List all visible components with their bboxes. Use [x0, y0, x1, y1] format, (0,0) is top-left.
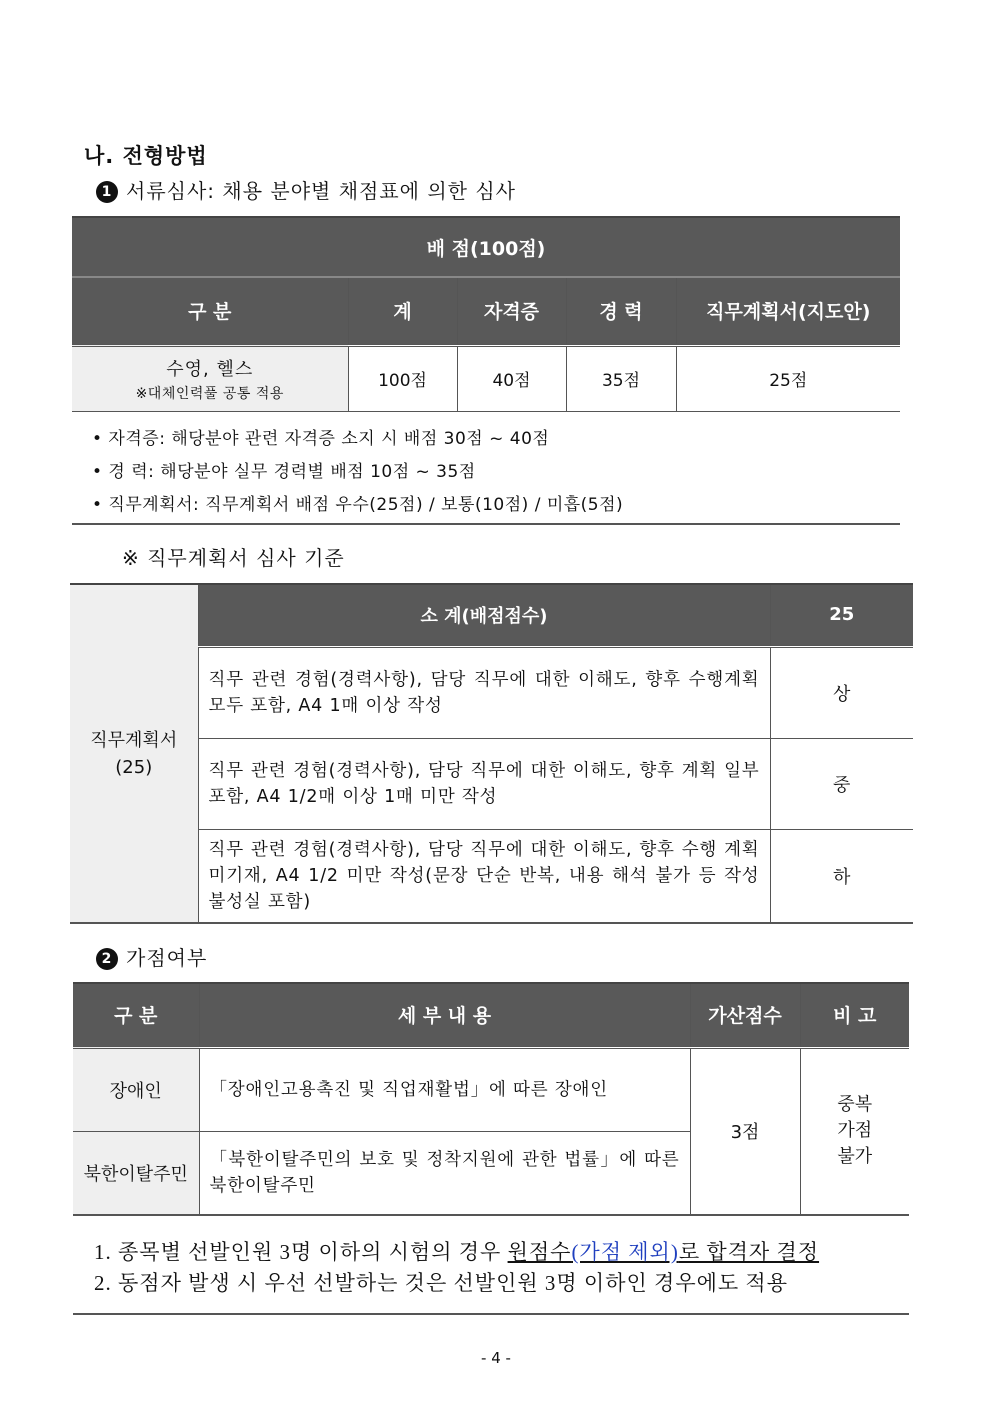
col-certificate: 자격증: [457, 277, 566, 345]
bonus-col-category: 구 분: [73, 983, 199, 1047]
step2-text: 가점여부: [126, 946, 208, 970]
plan-criteria-desc-mid: 직무 관련 경험(경력사항), 담당 직무에 대한 이해도, 향후 계획 일부 포함, A4 1/2매 이상 1매 미만 작성: [208, 760, 760, 807]
row-career: 35점: [566, 345, 676, 411]
plan-criteria-desc-low: 직무 관련 경험(경력사항), 담당 직무에 대한 이해도, 향후 수행 계획 미기재, A4 1/2 미만 작성(문장 단순 반복, 내용 해석 불가 등 작성 불성실 포함): [208, 839, 760, 912]
plan-criteria-table: [70, 583, 913, 924]
bonus-col-remark: 비 고: [800, 983, 909, 1047]
final-note-1-prefix: 1. 종목별 선발인원 3명 이하의 시험의 경우: [94, 1240, 508, 1264]
step2-heading: [96, 942, 207, 971]
plan-side-score: (25): [115, 756, 153, 778]
bonus-remark-line3: 불가: [837, 1146, 873, 1168]
bonus-points: 3점: [690, 1047, 800, 1215]
row-certificate: 40점: [457, 345, 566, 411]
bonus-row-disabled-desc: 「장애인고용촉진 및 직업재활법」에 따른 장애인: [199, 1047, 690, 1131]
bonus-col-points: 가산점수: [690, 983, 800, 1047]
plan-side-cell: [70, 584, 198, 923]
bonus-table: [73, 982, 909, 1216]
bonus-row-defector-desc: 「북한이탈주민의 보호 및 정착지원에 관한 법률」에 따른 북한이탈주민: [199, 1131, 690, 1215]
row-job-plan: 25점: [676, 345, 900, 411]
step1-heading: [96, 175, 516, 204]
bonus-row-defector-label: 북한이탈주민: [73, 1131, 199, 1215]
divider: [72, 523, 900, 525]
bottom-divider: [73, 1313, 909, 1315]
final-note-1: [94, 1236, 819, 1266]
bonus-remark: [800, 1047, 909, 1215]
criteria-title: ※ 직무계획서 심사 기준: [122, 546, 345, 570]
row-total: 100점: [348, 345, 457, 411]
step1-text: 서류심사: 채용 분야별 채점표에 의한 심사: [126, 179, 516, 203]
score-table-header: 배 점(100점): [72, 217, 900, 277]
step1-number-icon: 1: [96, 181, 118, 203]
page-number: - 4 -: [481, 1349, 511, 1367]
plan-grade-high: 상: [770, 646, 913, 738]
bonus-remark-line2: 가점: [837, 1120, 873, 1142]
note-career: • 경 력: 해당분야 실무 경력별 배점 10점 ~ 35점: [92, 462, 476, 482]
final-note-1-bonus-excluded: (가점 제외): [571, 1240, 679, 1264]
final-note-2: 2. 동점자 발생 시 우선 선발하는 것은 선발인원 3명 이하인 경우에도 적용: [94, 1271, 789, 1295]
note-certificate: • 자격증: 해당분야 관련 자격증 소지 시 배점 30점 ~ 40점: [92, 429, 550, 449]
bonus-remark-line1: 중복: [837, 1094, 873, 1116]
plan-criteria-desc-high: 직무 관련 경험(경력사항), 담당 직무에 대한 이해도, 향후 수행계획 모두 포함, A4 1매 이상 작성: [208, 669, 760, 716]
col-career: 경 력: [566, 277, 676, 345]
score-table: [72, 216, 900, 412]
plan-subtotal-label: 소 계(배점점수): [198, 584, 770, 646]
col-job-plan: 직무계획서(지도안): [676, 277, 900, 345]
final-note-1-decision: 로 합격자 결정: [678, 1240, 820, 1264]
row-category-note: ※대체인력풀 공통 적용: [135, 385, 284, 402]
row-category-label: 수영, 헬스: [166, 358, 254, 380]
note-job-plan: • 직무계획서: 직무계획서 배점 우수(25점) / 보통(10점) / 미흡(5점): [92, 495, 624, 515]
col-total: 계: [348, 277, 457, 345]
final-note-1-raw-score: 원점수: [507, 1240, 572, 1264]
row-category-cell: [72, 345, 348, 411]
col-category: 구 분: [72, 277, 348, 345]
bonus-col-details: 세 부 내 용: [199, 983, 690, 1047]
final-note-1-underlined: [508, 1240, 819, 1264]
plan-side-label: 직무계획서: [90, 729, 178, 751]
bonus-row-disabled-label: 장애인: [73, 1047, 199, 1131]
plan-subtotal-value: 25: [770, 584, 913, 646]
step2-number-icon: 2: [96, 948, 118, 970]
plan-grade-mid: 중: [770, 738, 913, 829]
plan-grade-low: 하: [770, 829, 913, 923]
section-title: 나. 전형방법: [84, 144, 208, 168]
